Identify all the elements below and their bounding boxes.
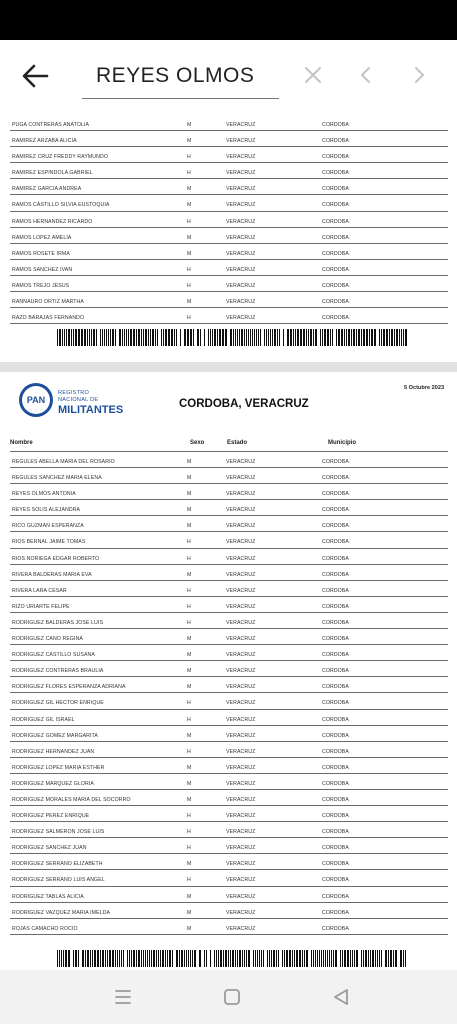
table-row <box>10 887 448 903</box>
cell-municipio: CORDOBA <box>322 459 349 465</box>
cell-nombre: RODRIGUEZ TABLAS ALICIA <box>12 893 84 900</box>
cell-sexo: M <box>187 523 192 530</box>
cell-estado: VERACRUZ <box>226 250 256 257</box>
logo-line-3: MILITANTES <box>58 404 124 416</box>
cell-estado: VERACRUZ <box>226 796 256 803</box>
status-bar <box>0 0 457 40</box>
cell-sexo: M <box>187 861 192 868</box>
cell-nombre: RIZO URIARTE FELIPE <box>12 603 70 610</box>
cell-nombre: RODRIGUEZ PEREZ ENRIQUE <box>12 813 90 820</box>
cell-nombre: RODRIGUEZ MARQUEZ GLORIA <box>12 780 94 787</box>
table-row <box>10 131 448 147</box>
table-row <box>10 452 448 468</box>
cell-estado: VERACRUZ <box>226 539 256 546</box>
cell-estado: VERACRUZ <box>226 122 256 128</box>
cell-municipio: CORDOBA <box>322 266 349 273</box>
cell-estado: VERACRUZ <box>226 861 256 868</box>
cell-sexo: H <box>187 619 191 626</box>
cell-municipio: CORDOBA <box>322 315 349 322</box>
cell-municipio: CORDOBA <box>322 571 349 578</box>
table-row <box>10 163 448 179</box>
cell-nombre: RAMIREZ ARZABA ALICIA <box>12 138 77 145</box>
cell-estado: VERACRUZ <box>226 845 256 852</box>
cell-municipio: CORDOBA <box>322 668 349 675</box>
cell-estado: VERACRUZ <box>226 571 256 578</box>
document-date: 5 Octubre 2023 <box>404 385 445 391</box>
cell-sexo: H <box>187 748 191 755</box>
table-row <box>10 790 448 806</box>
cell-estado: VERACRUZ <box>226 780 256 787</box>
militantes-table <box>10 115 448 324</box>
cell-municipio: CORDOBA <box>322 122 349 128</box>
cell-estado: VERACRUZ <box>226 732 256 739</box>
cell-municipio: CORDOBA <box>322 764 349 771</box>
cell-nombre: RAMOS HERNANDEZ RICARDO <box>12 218 93 225</box>
cell-sexo: M <box>187 122 192 128</box>
cell-nombre: RIOS NORIEGA EDGAR ROBERTO <box>12 555 100 562</box>
cell-nombre: RODRIGUEZ SERRANO ELIZABETH <box>12 861 103 868</box>
cell-sexo: M <box>187 186 192 193</box>
cell-estado: VERACRUZ <box>226 684 256 691</box>
cell-sexo: M <box>187 732 192 739</box>
cell-sexo: M <box>187 234 192 241</box>
chevron-left-icon <box>355 64 377 86</box>
cell-municipio: CORDOBA <box>322 652 349 659</box>
cell-nombre: RODRIGUEZ SERRANO LUIS ANGEL <box>12 877 105 884</box>
table-row <box>10 597 448 613</box>
cell-sexo: H <box>187 813 191 820</box>
cell-estado: VERACRUZ <box>226 716 256 723</box>
cell-municipio: CORDOBA <box>322 491 349 498</box>
table-row <box>10 581 448 597</box>
table-row <box>10 677 448 693</box>
cell-estado: VERACRUZ <box>226 154 256 161</box>
cell-estado: VERACRUZ <box>226 700 256 707</box>
cell-sexo: M <box>187 475 192 482</box>
table-row <box>10 484 448 500</box>
table-row <box>10 260 448 276</box>
cell-nombre: RODRIGUEZ LOPEZ MARIA ESTHER <box>12 764 105 771</box>
cell-estado: VERACRUZ <box>226 315 256 322</box>
cell-nombre: RODRIGUEZ HERNANDEZ JUAN <box>12 748 95 755</box>
table-row <box>10 276 448 292</box>
table-row <box>10 710 448 726</box>
cell-sexo: H <box>187 266 191 273</box>
cell-nombre: REGULES SANCHEZ MARIA ELENA <box>12 475 102 482</box>
cell-nombre: RODRIGUEZ GIL HECTOR ENRIQUE <box>12 700 104 707</box>
table-row <box>10 806 448 822</box>
document-page-previous <box>0 110 457 362</box>
cell-nombre: RAMOS SANCHEZ IVAN <box>12 266 73 273</box>
page-separator <box>0 362 457 372</box>
document-page-current <box>0 372 457 970</box>
cell-estado: VERACRUZ <box>226 619 256 626</box>
cell-nombre: REGULES ABELLA MARIA DEL ROSARIO <box>12 459 115 465</box>
cell-sexo: M <box>187 796 192 803</box>
column-header-nombre: Nombre <box>10 440 33 446</box>
cell-nombre: RODRIGUEZ VAZQUEZ MARIA IMELDA <box>12 909 111 916</box>
cell-nombre: RODRIGUEZ CONTRERAS BRAULIA <box>12 668 104 675</box>
cell-municipio: CORDOBA <box>322 475 349 482</box>
cell-municipio: CORDOBA <box>322 700 349 707</box>
cell-sexo: H <box>187 829 191 836</box>
cell-estado: VERACRUZ <box>226 555 256 562</box>
cell-nombre: RODRIGUEZ MORALES MARIA DEL SOCORRO <box>12 796 131 803</box>
cell-estado: VERACRUZ <box>226 170 256 177</box>
cell-nombre: RODRIGUEZ SALMERON JOSE LUIS <box>12 829 105 836</box>
cell-nombre: REYES SOLIS ALEJANDRA <box>12 507 81 514</box>
cell-municipio: CORDOBA <box>322 636 349 643</box>
cell-sexo: H <box>187 603 191 610</box>
cell-municipio: CORDOBA <box>322 282 349 289</box>
cell-municipio: CORDOBA <box>322 539 349 546</box>
registro-nacional-militantes-logo <box>17 382 124 422</box>
cell-estado: VERACRUZ <box>226 138 256 145</box>
cell-sexo: M <box>187 684 192 691</box>
cell-estado: VERACRUZ <box>226 459 256 465</box>
cell-nombre: RAMIREZ GARCIA ANDREA <box>12 186 82 193</box>
cell-sexo: M <box>187 780 192 787</box>
cell-sexo: M <box>187 459 192 465</box>
column-header-estado: Estado <box>227 440 248 446</box>
column-header-sexo: Sexo <box>190 440 205 446</box>
cell-municipio: CORDOBA <box>322 619 349 626</box>
cell-estado: VERACRUZ <box>226 299 256 306</box>
cell-municipio: CORDOBA <box>322 523 349 530</box>
cell-sexo: H <box>187 587 191 594</box>
cell-municipio: CORDOBA <box>322 813 349 820</box>
cell-municipio: CORDOBA <box>322 845 349 852</box>
home-icon <box>221 986 243 1008</box>
cell-municipio: CORDOBA <box>322 893 349 900</box>
table-row <box>10 854 448 870</box>
cell-sexo: M <box>187 202 192 209</box>
cell-nombre: RIVERA LARA CESAR <box>12 587 67 594</box>
cell-nombre: RAMOS CASTILLO SILVIA EUSTOQUIA <box>12 202 110 209</box>
cell-sexo: H <box>187 700 191 707</box>
cell-estado: VERACRUZ <box>226 829 256 836</box>
table-row <box>10 645 448 661</box>
cell-municipio: CORDOBA <box>322 829 349 836</box>
cell-nombre: RIOS BERNAL JAIME TOMAS <box>12 539 86 546</box>
recent-apps-button[interactable] <box>112 986 134 1008</box>
cell-municipio: CORDOBA <box>322 202 349 209</box>
cell-estado: VERACRUZ <box>226 636 256 643</box>
cell-sexo: M <box>187 299 192 306</box>
table-row <box>10 870 448 886</box>
cell-municipio: CORDOBA <box>322 603 349 610</box>
system-navigation-bar <box>0 970 457 1024</box>
table-row <box>10 549 448 565</box>
table-row <box>10 661 448 677</box>
cell-sexo: M <box>187 909 192 916</box>
cell-estado: VERACRUZ <box>226 748 256 755</box>
table-row <box>10 726 448 742</box>
table-row <box>10 903 448 919</box>
column-header-municipio: Municipio <box>328 440 356 446</box>
back-triangle-icon <box>330 986 352 1008</box>
cell-nombre: RAMOS ROSETE IRMA <box>12 250 70 257</box>
find-in-page-bar <box>0 40 457 110</box>
cell-estado: VERACRUZ <box>226 587 256 594</box>
table-row <box>10 228 448 244</box>
table-row <box>10 115 448 131</box>
cell-estado: VERACRUZ <box>226 475 256 482</box>
table-row <box>10 758 448 774</box>
document-title: CORDOBA, VERACRUZ <box>179 398 309 410</box>
cell-nombre: REYES OLMOS ANTONIA <box>12 491 76 498</box>
cell-sexo: M <box>187 507 192 514</box>
cell-estado: VERACRUZ <box>226 877 256 884</box>
cell-sexo: M <box>187 652 192 659</box>
cell-sexo: M <box>187 491 192 498</box>
table-row <box>10 822 448 838</box>
cell-nombre: RAMIREZ CRUZ FREDDY RAYMUNDO <box>12 154 108 161</box>
cell-sexo: M <box>187 138 192 145</box>
cell-municipio: CORDOBA <box>322 748 349 755</box>
cell-municipio: CORDOBA <box>322 861 349 868</box>
cell-municipio: CORDOBA <box>322 925 349 932</box>
chevron-right-icon <box>408 64 430 86</box>
back-nav-button[interactable] <box>330 986 352 1008</box>
cell-sexo: M <box>187 250 192 257</box>
cell-estado: VERACRUZ <box>226 491 256 498</box>
table-row <box>10 468 448 484</box>
table-row <box>10 308 448 324</box>
cell-municipio: CORDOBA <box>322 716 349 723</box>
logo-line-2: NACIONAL DE <box>58 397 99 403</box>
table-row <box>10 244 448 260</box>
clear-search-button[interactable] <box>302 64 324 86</box>
cell-estado: VERACRUZ <box>226 925 256 932</box>
cell-sexo: H <box>187 154 191 161</box>
militantes-table <box>10 451 448 935</box>
cell-sexo: H <box>187 877 191 884</box>
cell-sexo: M <box>187 636 192 643</box>
table-row <box>10 292 448 308</box>
cell-municipio: CORDOBA <box>322 250 349 257</box>
cell-municipio: CORDOBA <box>322 684 349 691</box>
table-row <box>10 774 448 790</box>
cell-estado: VERACRUZ <box>226 507 256 514</box>
cell-nombre: RODRIGUEZ CASTILLO SUSANA <box>12 652 95 659</box>
cell-municipio: CORDOBA <box>322 138 349 145</box>
cell-nombre: RODRIGUEZ FLORES ESPERANZA ADRIANA <box>12 684 126 691</box>
cell-estado: VERACRUZ <box>226 234 256 241</box>
cell-nombre: RICO GUZMAN ESPERANZA <box>12 523 84 530</box>
cell-estado: VERACRUZ <box>226 282 256 289</box>
cell-municipio: CORDOBA <box>322 587 349 594</box>
cell-estado: VERACRUZ <box>226 668 256 675</box>
cell-sexo: H <box>187 716 191 723</box>
cell-nombre: PUGA CONTRERAS ANATOLIA <box>12 122 90 128</box>
cell-estado: VERACRUZ <box>226 603 256 610</box>
cell-estado: VERACRUZ <box>226 266 256 273</box>
cell-municipio: CORDOBA <box>322 555 349 562</box>
cell-sexo: M <box>187 764 192 771</box>
pan-logo-icon <box>19 383 53 417</box>
cell-nombre: RODRIGUEZ BALDERAS JOSE LUIS <box>12 619 104 626</box>
document-viewer[interactable] <box>0 110 457 970</box>
cell-estado: VERACRUZ <box>226 202 256 209</box>
cell-estado: VERACRUZ <box>226 652 256 659</box>
cell-municipio: CORDOBA <box>322 780 349 787</box>
cell-estado: VERACRUZ <box>226 218 256 225</box>
arrow-left-icon <box>20 62 50 90</box>
cell-nombre: RODRIGUEZ CANO REGINA <box>12 636 83 643</box>
table-row <box>10 195 448 211</box>
cell-municipio: CORDOBA <box>322 299 349 306</box>
table-row <box>10 179 448 195</box>
cell-sexo: H <box>187 282 191 289</box>
cell-nombre: RODRIGUEZ SANCHEZ JUAN <box>12 845 87 852</box>
cell-municipio: CORDOBA <box>322 234 349 241</box>
cell-estado: VERACRUZ <box>226 893 256 900</box>
cell-sexo: H <box>187 170 191 177</box>
cell-sexo: H <box>187 539 191 546</box>
cell-nombre: RAMIREZ ESPINDOLA GABRIEL <box>12 170 93 177</box>
logo-line-1: REGISTRO <box>58 390 90 396</box>
cell-nombre: RANNAURO ORTIZ MARTHA <box>12 299 84 306</box>
cell-municipio: CORDOBA <box>322 507 349 514</box>
cell-nombre: RAZO BARAJAS FERNANDO <box>12 315 85 322</box>
cell-sexo: H <box>187 315 191 322</box>
cell-sexo: M <box>187 925 192 932</box>
back-button[interactable] <box>20 62 50 90</box>
table-row <box>10 919 448 935</box>
table-row <box>10 629 448 645</box>
table-row <box>10 500 448 516</box>
close-icon <box>302 64 324 86</box>
search-query: REYES OLMOS <box>96 64 255 87</box>
table-row <box>10 147 448 163</box>
cell-municipio: CORDOBA <box>322 154 349 161</box>
table-row <box>10 212 448 228</box>
cell-municipio: CORDOBA <box>322 732 349 739</box>
cell-nombre: RIVERA BALDERAS MARIA EVA <box>12 571 92 578</box>
table-row <box>10 516 448 532</box>
cell-municipio: CORDOBA <box>322 877 349 884</box>
cell-sexo: M <box>187 668 192 675</box>
table-row <box>10 532 448 548</box>
cell-nombre: RAMOS LOPEZ AMELIA <box>12 234 72 241</box>
cell-municipio: CORDOBA <box>322 170 349 177</box>
cell-sexo: H <box>187 555 191 562</box>
cell-estado: VERACRUZ <box>226 186 256 193</box>
cell-estado: VERACRUZ <box>226 813 256 820</box>
pan-logo-text: PAN <box>26 395 46 405</box>
cell-estado: VERACRUZ <box>226 909 256 916</box>
cell-municipio: CORDOBA <box>322 218 349 225</box>
next-match-button[interactable] <box>408 64 430 86</box>
cell-sexo: M <box>187 893 192 900</box>
cell-nombre: RAMOS TREJO JESUS <box>12 282 70 289</box>
cell-sexo: H <box>187 218 191 225</box>
table-row <box>10 565 448 581</box>
cell-municipio: CORDOBA <box>322 796 349 803</box>
cell-nombre: RODRIGUEZ GIL ISRAEL <box>12 716 75 723</box>
cell-estado: VERACRUZ <box>226 523 256 530</box>
cell-estado: VERACRUZ <box>226 764 256 771</box>
table-row <box>10 693 448 709</box>
cell-municipio: CORDOBA <box>322 909 349 916</box>
cell-sexo: H <box>187 845 191 852</box>
barcode <box>57 950 407 967</box>
table-row <box>10 838 448 854</box>
table-row <box>10 613 448 629</box>
barcode <box>57 329 407 346</box>
cell-municipio: CORDOBA <box>322 186 349 193</box>
cell-nombre: RODRIGUEZ GOMEZ MARGARITA <box>12 732 98 739</box>
table-row <box>10 742 448 758</box>
home-button[interactable] <box>221 986 243 1008</box>
cell-sexo: M <box>187 571 192 578</box>
cell-nombre: ROJAS CAMACHO ROCIO <box>12 925 78 932</box>
search-input[interactable] <box>82 58 279 99</box>
recent-apps-icon <box>112 986 134 1008</box>
previous-match-button[interactable] <box>355 64 377 86</box>
